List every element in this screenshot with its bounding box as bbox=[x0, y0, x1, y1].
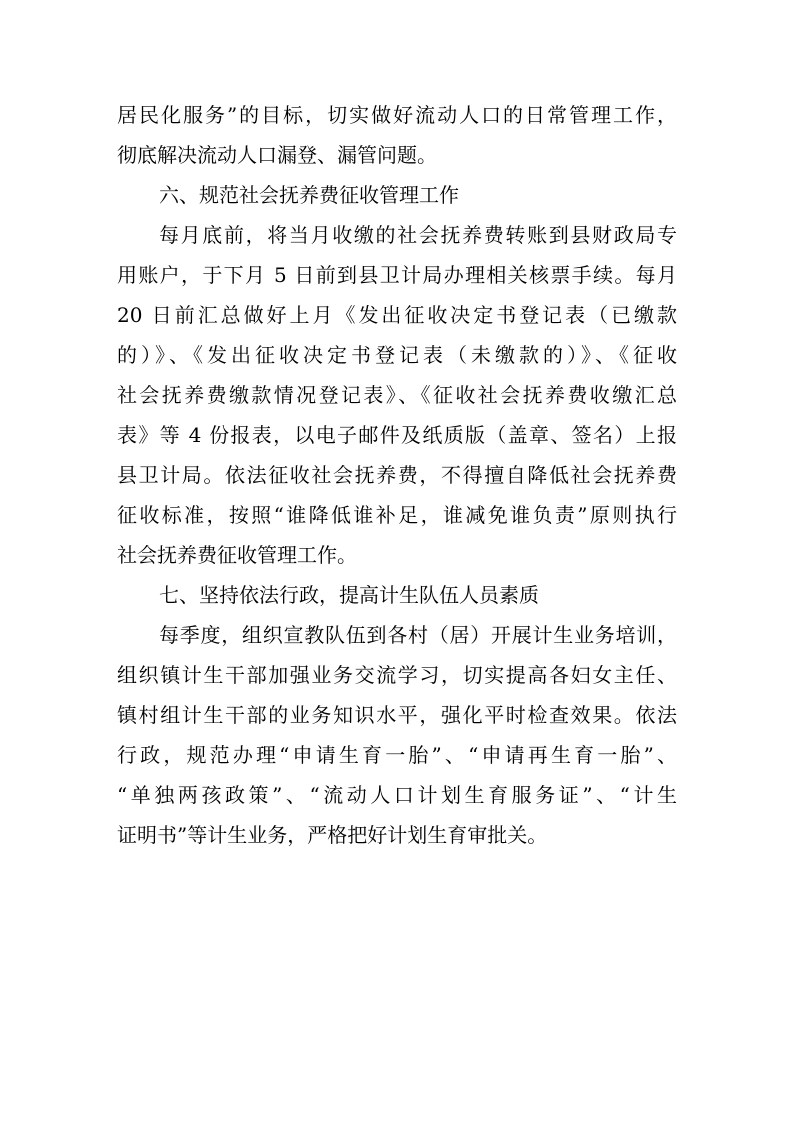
text-line: 彻底解决流动人口漏登、漏管问题。 bbox=[117, 143, 437, 167]
text-line: 表》等 4 份报表，以电子邮件及纸质版（盖章、签名）上报 bbox=[117, 423, 677, 447]
text-line: 县卫计局。依法征收社会抚养费，不得擅自降低社会抚养费 bbox=[117, 463, 677, 487]
text-line: 20 日前汇总做好上月《发出征收决定书登记表（已缴款 bbox=[117, 303, 677, 327]
text-line: 的）》、《发出征收决定书登记表（未缴款的）》、《征收 bbox=[117, 343, 677, 367]
section-seven bbox=[117, 575, 677, 855]
text-line: 行政，规范办理“申请生育一胎”、“申请再生育一胎”、 bbox=[117, 743, 677, 767]
text-line: 证明书”等计生业务，严格把好计划生育审批关。 bbox=[117, 823, 548, 847]
text-line: 征收标准，按照“谁降低谁补足，谁减免谁负责”原则执行 bbox=[117, 503, 677, 527]
text-line: 社会抚养费缴款情况登记表》、《征收社会抚养费收缴汇总 bbox=[117, 383, 677, 407]
text-line: 用账户，于下月 5 日前到县卫计局办理相关核票手续。每月 bbox=[117, 263, 677, 287]
text-line: 镇村组计生干部的业务知识水平，强化平时检查效果。依法 bbox=[117, 703, 677, 727]
text-line: 社会抚养费征收管理工作。 bbox=[117, 543, 357, 567]
text-line: 每月底前，将当月收缴的社会抚养费转账到县财政局专 bbox=[159, 223, 677, 247]
text-line: “单独两孩政策”、“流动人口计划生育服务证”、“计生 bbox=[117, 783, 677, 807]
section-six bbox=[117, 175, 677, 575]
document-body bbox=[117, 95, 677, 855]
text-line: 组织镇计生干部加强业务交流学习，切实提高各妇女主任、 bbox=[117, 663, 677, 687]
section-heading: 七、坚持依法行政，提高计生队伍人员素质 bbox=[159, 583, 539, 607]
paragraph-continued bbox=[117, 95, 677, 175]
section-heading: 六、规范社会抚养费征收管理工作 bbox=[159, 183, 459, 207]
text-line: 居民化服务”的目标，切实做好流动人口的日常管理工作， bbox=[117, 103, 677, 127]
text-line: 每季度，组织宣教队伍到各村（居）开展计生业务培训， bbox=[159, 623, 677, 647]
